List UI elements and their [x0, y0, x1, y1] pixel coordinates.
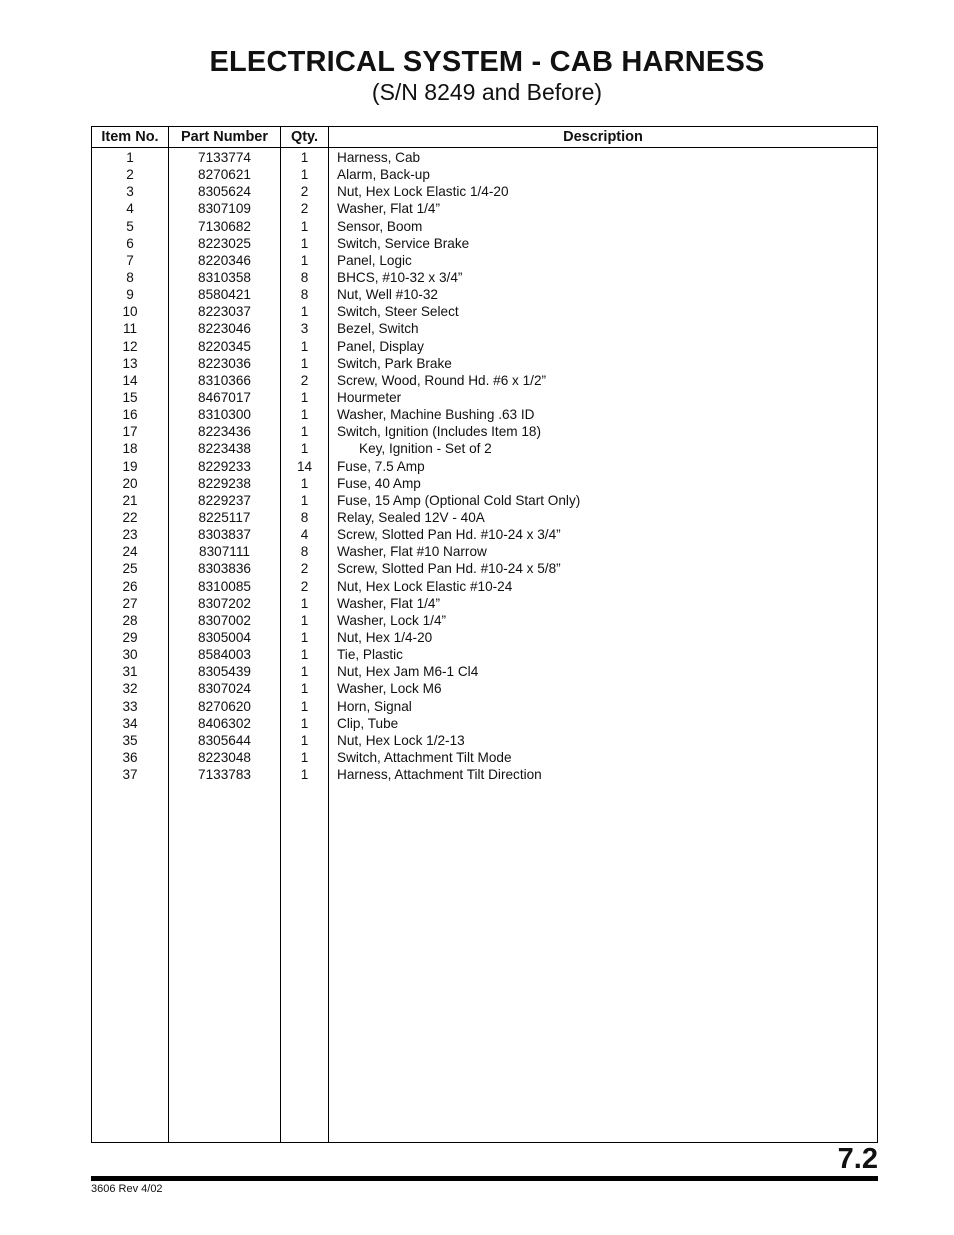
part-number-cell: 8406302	[198, 715, 251, 731]
quantity-cell: 1	[300, 441, 309, 457]
description-cell: Nut, Well #10-32	[337, 287, 438, 303]
description-cell: Washer, Lock 1/4”	[337, 612, 447, 628]
part-number-cell: 8223036	[198, 355, 251, 371]
quantity-cell: 1	[300, 629, 309, 645]
item-number-cell: 4	[126, 201, 134, 217]
item-number-cell: 28	[122, 612, 138, 628]
part-number-cell: 8307111	[199, 544, 250, 560]
table-row	[92, 406, 877, 423]
table-row	[92, 475, 877, 492]
quantity-cell: 1	[300, 492, 309, 508]
quantity-cell: 8	[300, 269, 309, 285]
part-number-cell: 7133774	[198, 150, 251, 165]
item-number-cell: 23	[122, 527, 138, 543]
description-cell: Tie, Plastic	[337, 647, 403, 663]
description-cell: Fuse, 7.5 Amp	[337, 458, 425, 474]
part-number-cell: 8223046	[198, 321, 251, 337]
quantity-cell: 4	[300, 527, 309, 543]
table-row	[92, 458, 877, 475]
part-number-cell: 8270620	[198, 698, 251, 714]
quantity-cell: 1	[300, 749, 309, 765]
description-cell: Nut, Hex Lock 1/2-13	[337, 732, 465, 748]
quantity-cell: 2	[300, 201, 309, 217]
quantity-cell: 2	[300, 184, 309, 200]
item-number-cell: 14	[122, 372, 138, 388]
item-number-cell: 29	[122, 629, 138, 645]
parts-table-body	[92, 149, 877, 783]
table-row	[92, 200, 877, 217]
description-cell: Horn, Signal	[337, 698, 412, 714]
part-number-cell: 8220346	[198, 252, 251, 268]
quantity-cell: 1	[300, 681, 309, 697]
quantity-cell: 1	[300, 424, 309, 440]
quantity-cell: 8	[300, 544, 309, 560]
item-number-cell: 3	[126, 184, 134, 200]
description-cell: Panel, Logic	[337, 252, 412, 268]
part-number-cell: 8223438	[198, 441, 251, 457]
table-row	[92, 372, 877, 389]
description-cell: Nut, Hex Lock Elastic #10-24	[337, 578, 513, 594]
part-number-cell: 7133783	[198, 767, 251, 783]
table-row	[92, 509, 877, 526]
item-number-cell: 8	[126, 269, 134, 285]
part-number-cell: 8303837	[198, 527, 251, 543]
part-number-cell: 8307002	[198, 612, 251, 628]
quantity-cell: 1	[300, 252, 309, 268]
table-row	[92, 715, 877, 732]
quantity-cell: 3	[300, 321, 309, 337]
table-row	[92, 166, 877, 183]
part-number-cell: 8307024	[198, 681, 251, 697]
table-row	[92, 732, 877, 749]
quantity-cell: 1	[300, 664, 309, 680]
column-header-item-no: Item No.	[101, 129, 159, 145]
item-number-cell: 36	[122, 749, 138, 765]
item-number-cell: 9	[126, 287, 134, 303]
table-row	[92, 766, 877, 783]
description-cell: Washer, Flat 1/4”	[337, 595, 440, 611]
quantity-cell: 1	[300, 647, 309, 663]
description-cell: Switch, Ignition (Includes Item 18)	[337, 424, 541, 440]
table-row	[92, 595, 877, 612]
quantity-cell: 2	[300, 372, 309, 388]
description-cell: Washer, Flat 1/4”	[337, 201, 440, 217]
table-row	[92, 252, 877, 269]
item-number-cell: 7	[126, 252, 134, 268]
quantity-cell: 1	[300, 389, 309, 405]
description-cell: Screw, Slotted Pan Hd. #10-24 x 5/8”	[337, 561, 561, 577]
description-cell: Fuse, 40 Amp	[337, 475, 421, 491]
item-number-cell: 2	[126, 167, 134, 183]
quantity-cell: 1	[300, 218, 309, 234]
description-cell: Washer, Flat #10 Narrow	[337, 544, 487, 560]
table-row	[92, 749, 877, 766]
item-number-cell: 37	[122, 767, 138, 783]
page-title: ELECTRICAL SYSTEM - CAB HARNESS	[209, 46, 765, 78]
table-row	[92, 423, 877, 440]
description-cell: Nut, Hex Jam M6-1 Cl4	[337, 664, 479, 680]
item-number-cell: 11	[122, 321, 138, 337]
part-number-cell: 8305624	[198, 184, 251, 200]
table-row	[92, 235, 877, 252]
description-cell: Hourmeter	[337, 389, 402, 405]
part-number-cell: 8305644	[198, 732, 251, 748]
part-number-cell: 8223025	[198, 235, 251, 251]
description-cell: Panel, Display	[337, 338, 424, 354]
table-row	[92, 218, 877, 235]
description-cell: Harness, Attachment Tilt Direction	[337, 767, 542, 783]
table-row	[92, 355, 877, 372]
table-row	[92, 698, 877, 715]
quantity-cell: 1	[300, 767, 309, 783]
description-cell: BHCS, #10-32 x 3/4”	[337, 269, 463, 285]
part-number-cell: 8307202	[198, 595, 251, 611]
part-number-cell: 8310358	[198, 269, 251, 285]
part-number-cell: 8305439	[198, 664, 251, 680]
column-header-description: Description	[563, 129, 643, 145]
quantity-cell: 2	[300, 561, 309, 577]
description-cell: Switch, Service Brake	[337, 235, 470, 251]
table-row	[92, 543, 877, 560]
part-number-cell: 8310300	[198, 407, 251, 423]
item-number-cell: 30	[122, 647, 138, 663]
description-cell: Switch, Park Brake	[337, 355, 452, 371]
item-number-cell: 12	[122, 338, 138, 354]
quantity-cell: 1	[300, 150, 309, 165]
description-cell: Nut, Hex Lock Elastic 1/4-20	[337, 184, 509, 200]
part-number-cell: 8580421	[198, 287, 251, 303]
bottom-rule	[91, 1176, 878, 1181]
description-cell: Sensor, Boom	[337, 218, 423, 234]
item-number-cell: 10	[122, 304, 138, 320]
part-number-cell: 8229233	[198, 458, 251, 474]
item-number-cell: 16	[122, 407, 138, 423]
description-cell: Fuse, 15 Amp (Optional Cold Start Only)	[337, 492, 581, 508]
quantity-cell: 1	[300, 338, 309, 354]
description-cell: Relay, Sealed 12V - 40A	[337, 509, 485, 525]
item-number-cell: 17	[122, 424, 138, 440]
quantity-cell: 1	[300, 304, 309, 320]
part-number-cell: 8307109	[198, 201, 251, 217]
part-number-cell: 7130682	[198, 218, 251, 234]
item-number-cell: 26	[122, 578, 138, 594]
column-header-part-number: Part Number	[180, 129, 269, 145]
part-number-cell: 8270621	[198, 167, 251, 183]
table-row	[92, 492, 877, 509]
part-number-cell: 8229237	[198, 492, 251, 508]
item-number-cell: 1	[126, 150, 134, 165]
part-number-cell: 8223048	[198, 749, 251, 765]
quantity-cell: 1	[300, 355, 309, 371]
item-number-cell: 24	[122, 544, 138, 560]
quantity-cell: 1	[300, 715, 309, 731]
part-number-cell: 8225117	[198, 509, 251, 525]
quantity-cell: 1	[300, 732, 309, 748]
quantity-cell: 1	[300, 167, 309, 183]
part-number-cell: 8310085	[198, 578, 251, 594]
quantity-cell: 1	[300, 698, 309, 714]
item-number-cell: 19	[122, 458, 138, 474]
item-number-cell: 6	[126, 235, 134, 251]
table-row	[92, 338, 877, 355]
item-number-cell: 13	[122, 355, 138, 371]
description-cell: Alarm, Back-up	[337, 167, 430, 183]
table-row	[92, 320, 877, 337]
quantity-cell: 1	[300, 612, 309, 628]
table-row	[92, 578, 877, 595]
description-cell: Washer, Lock M6	[337, 681, 442, 697]
quantity-cell: 1	[300, 475, 309, 491]
description-cell: Washer, Machine Bushing .63 ID	[337, 407, 535, 423]
table-row	[92, 560, 877, 577]
description-cell: Harness, Cab	[337, 150, 421, 165]
table-row	[92, 663, 877, 680]
item-number-cell: 18	[122, 441, 138, 457]
part-number-cell: 8223037	[198, 304, 251, 320]
table-row	[92, 286, 877, 303]
part-number-cell: 8467017	[198, 389, 251, 405]
item-number-cell: 25	[122, 561, 138, 577]
table-row	[92, 526, 877, 543]
quantity-cell: 1	[300, 595, 309, 611]
quantity-cell: 8	[300, 509, 309, 525]
item-number-cell: 22	[122, 509, 138, 525]
description-cell: Screw, Wood, Round Hd. #6 x 1/2”	[337, 372, 547, 388]
description-cell: Switch, Attachment Tilt Mode	[337, 749, 512, 765]
item-number-cell: 20	[122, 475, 138, 491]
item-number-cell: 33	[122, 698, 138, 714]
table-row	[92, 646, 877, 663]
part-number-cell: 8310366	[198, 372, 251, 388]
table-row	[92, 629, 877, 646]
section-number: 7.2	[837, 1143, 878, 1175]
item-number-cell: 27	[122, 595, 138, 611]
description-cell: Bezel, Switch	[337, 321, 419, 337]
part-number-cell: 8229238	[198, 475, 251, 491]
part-number-cell: 8220345	[198, 338, 251, 354]
document-revision-code: 3606 Rev 4/02	[91, 1183, 163, 1195]
column-header-qty: Qty.	[290, 129, 319, 145]
table-row	[92, 440, 877, 457]
table-row	[92, 183, 877, 200]
description-cell: Nut, Hex 1/4-20	[337, 629, 433, 645]
item-number-cell: 35	[122, 732, 138, 748]
part-number-cell: 8223436	[198, 424, 251, 440]
part-number-cell: 8303836	[198, 561, 251, 577]
table-row	[92, 303, 877, 320]
description-cell: Screw, Slotted Pan Hd. #10-24 x 3/4”	[337, 527, 561, 543]
parts-table	[91, 126, 878, 1143]
part-number-cell: 8584003	[198, 647, 251, 663]
item-number-cell: 15	[122, 389, 138, 405]
description-cell: Clip, Tube	[337, 715, 399, 731]
quantity-cell: 1	[300, 235, 309, 251]
item-number-cell: 31	[122, 664, 138, 680]
description-cell: Key, Ignition - Set of 2	[359, 441, 492, 457]
header-divider	[92, 147, 877, 148]
item-number-cell: 5	[126, 218, 134, 234]
quantity-cell: 8	[300, 287, 309, 303]
part-number-cell: 8305004	[198, 629, 251, 645]
quantity-cell: 2	[300, 578, 309, 594]
table-row	[92, 612, 877, 629]
page-subtitle: (S/N 8249 and Before)	[371, 79, 603, 105]
item-number-cell: 34	[122, 715, 138, 731]
table-row	[92, 149, 877, 166]
item-number-cell: 21	[122, 492, 138, 508]
table-row	[92, 389, 877, 406]
quantity-cell: 1	[300, 407, 309, 423]
description-cell: Switch, Steer Select	[337, 304, 459, 320]
item-number-cell: 32	[122, 681, 138, 697]
quantity-cell: 14	[296, 458, 313, 474]
table-row	[92, 680, 877, 697]
table-row	[92, 269, 877, 286]
